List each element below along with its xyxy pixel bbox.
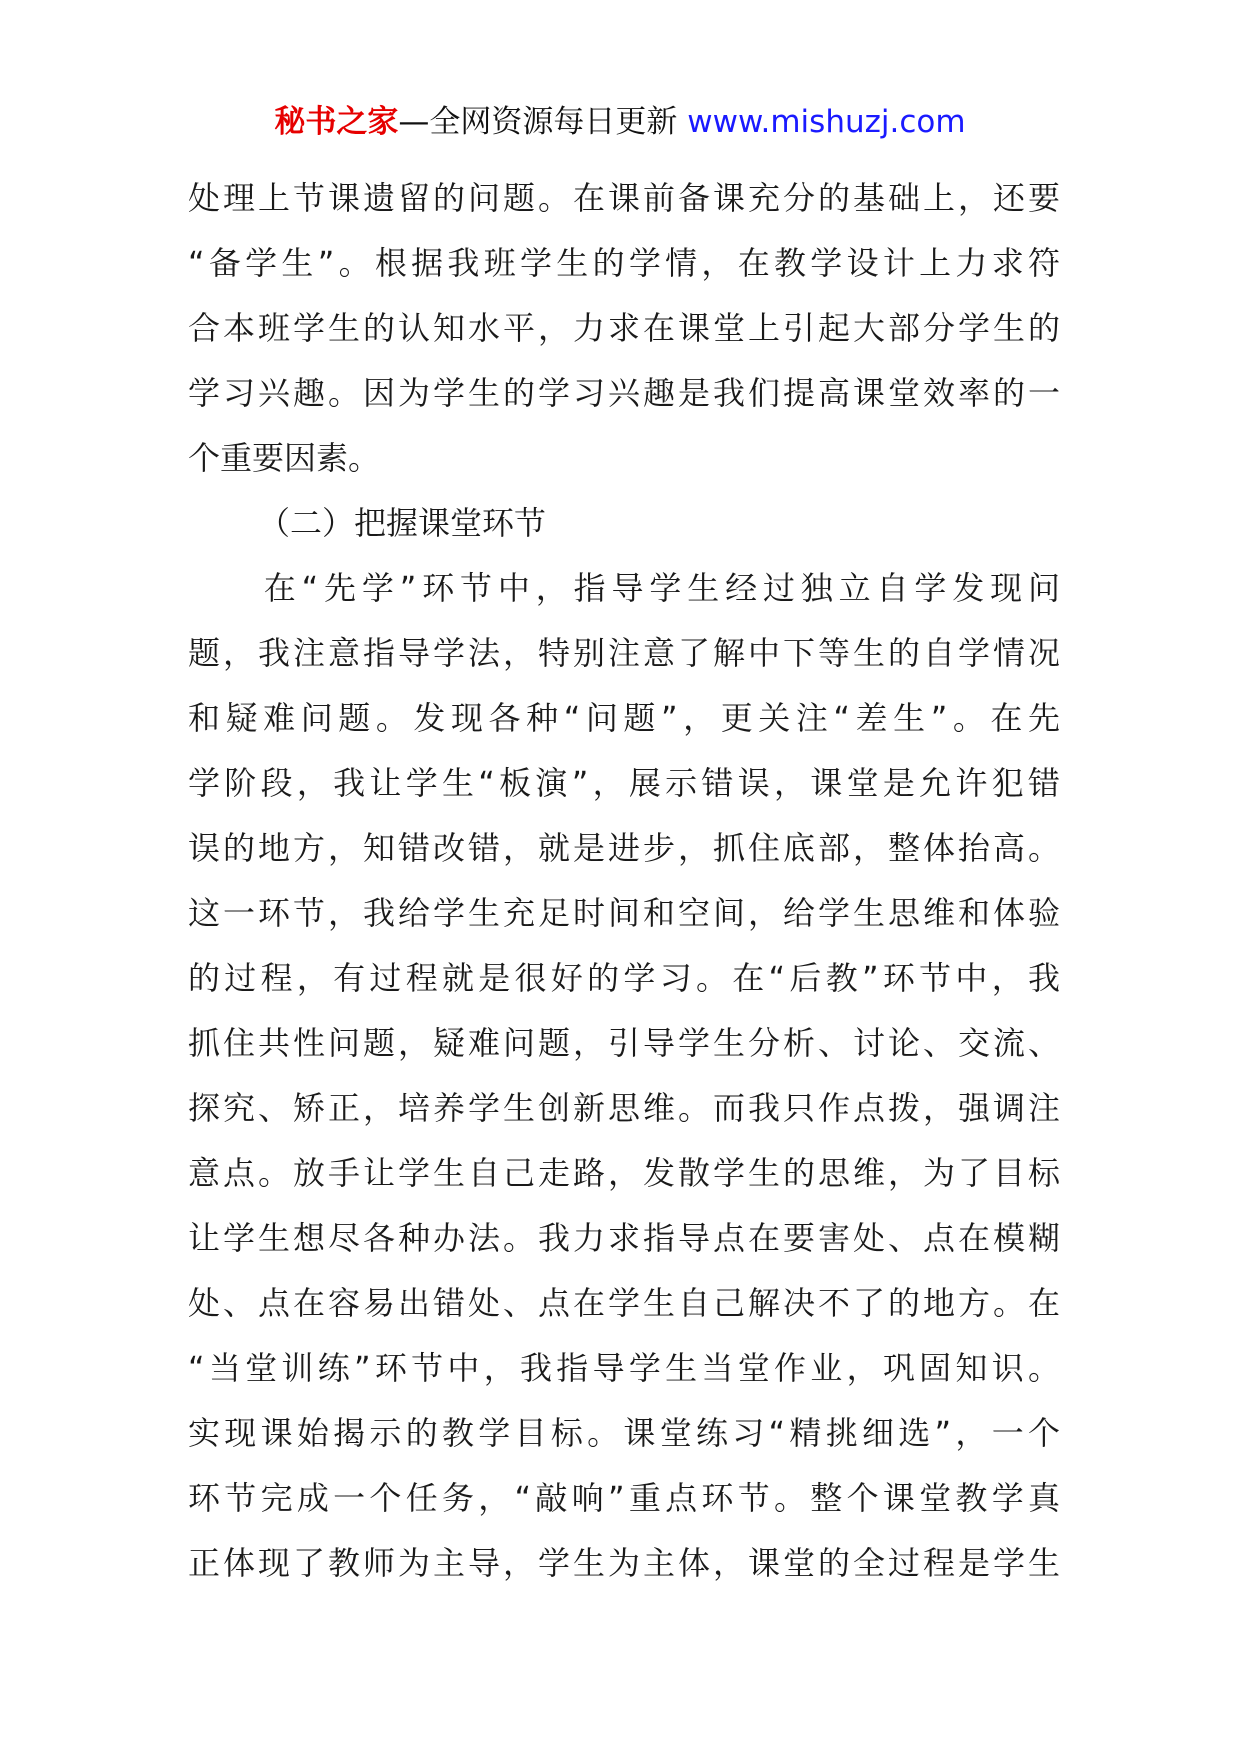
site-url-link[interactable]: www.mishuzj.com <box>687 104 966 140</box>
brand-name: 秘书之家 <box>274 104 399 140</box>
document-body <box>188 166 1060 1596</box>
body-line: 误的地方，知错改错，就是进步，抓住底部，整体抬高。 <box>188 829 1060 867</box>
body-line: “当堂训练”环节中，我指导学生当堂作业，巩固知识。 <box>188 1349 1060 1387</box>
body-line: 实现课始揭示的教学目标。课堂练习“精挑细选”，一个 <box>188 1414 1060 1452</box>
body-line: 这一环节，我给学生充足时间和空间，给学生思维和体验 <box>188 894 1060 932</box>
body-line: 学阶段，我让学生“板演”，展示错误，课堂是允许犯错 <box>188 764 1060 802</box>
body-line: 题，我注意指导学法，特别注意了解中下等生的自学情况 <box>188 634 1060 672</box>
body-line: 意点。放手让学生自己走路，发散学生的思维，为了目标 <box>188 1154 1060 1192</box>
body-line: 探究、矫正，培养学生创新思维。而我只作点拨，强调注 <box>188 1089 1060 1127</box>
body-line: 个重要因素。 <box>188 439 381 477</box>
body-line: 的过程，有过程就是很好的学习。在“后教”环节中，我 <box>188 959 1060 997</box>
header-tagline: —全网资源每日更新 <box>398 104 688 140</box>
body-line: 和疑难问题。发现各种“问题”，更关注“差生”。在先 <box>188 699 1060 737</box>
body-line: 学习兴趣。因为学生的学习兴趣是我们提高课堂效率的一 <box>188 374 1060 412</box>
page-header <box>0 100 1240 144</box>
body-line: 处理上节课遗留的问题。在课前备课充分的基础上，还要 <box>188 179 1060 217</box>
section-heading: （二）把握课堂环节 <box>258 504 547 542</box>
body-line: 让学生想尽各种办法。我力求指导点在要害处、点在模糊 <box>188 1219 1060 1257</box>
body-line: 处、点在容易出错处、点在学生自己解决不了的地方。在 <box>188 1284 1060 1322</box>
body-line: 在“先学”环节中，指导学生经过独立自学发现问 <box>188 569 1060 607</box>
body-line: “备学生”。根据我班学生的学情，在教学设计上力求符 <box>188 244 1060 282</box>
body-line: 环节完成一个任务，“敲响”重点环节。整个课堂教学真 <box>188 1479 1060 1517</box>
body-line: 抓住共性问题，疑难问题，引导学生分析、讨论、交流、 <box>188 1024 1060 1062</box>
body-line: 合本班学生的认知水平，力求在课堂上引起大部分学生的 <box>188 309 1060 347</box>
body-line: 正体现了教师为主导，学生为主体，课堂的全过程是学生 <box>188 1544 1060 1582</box>
